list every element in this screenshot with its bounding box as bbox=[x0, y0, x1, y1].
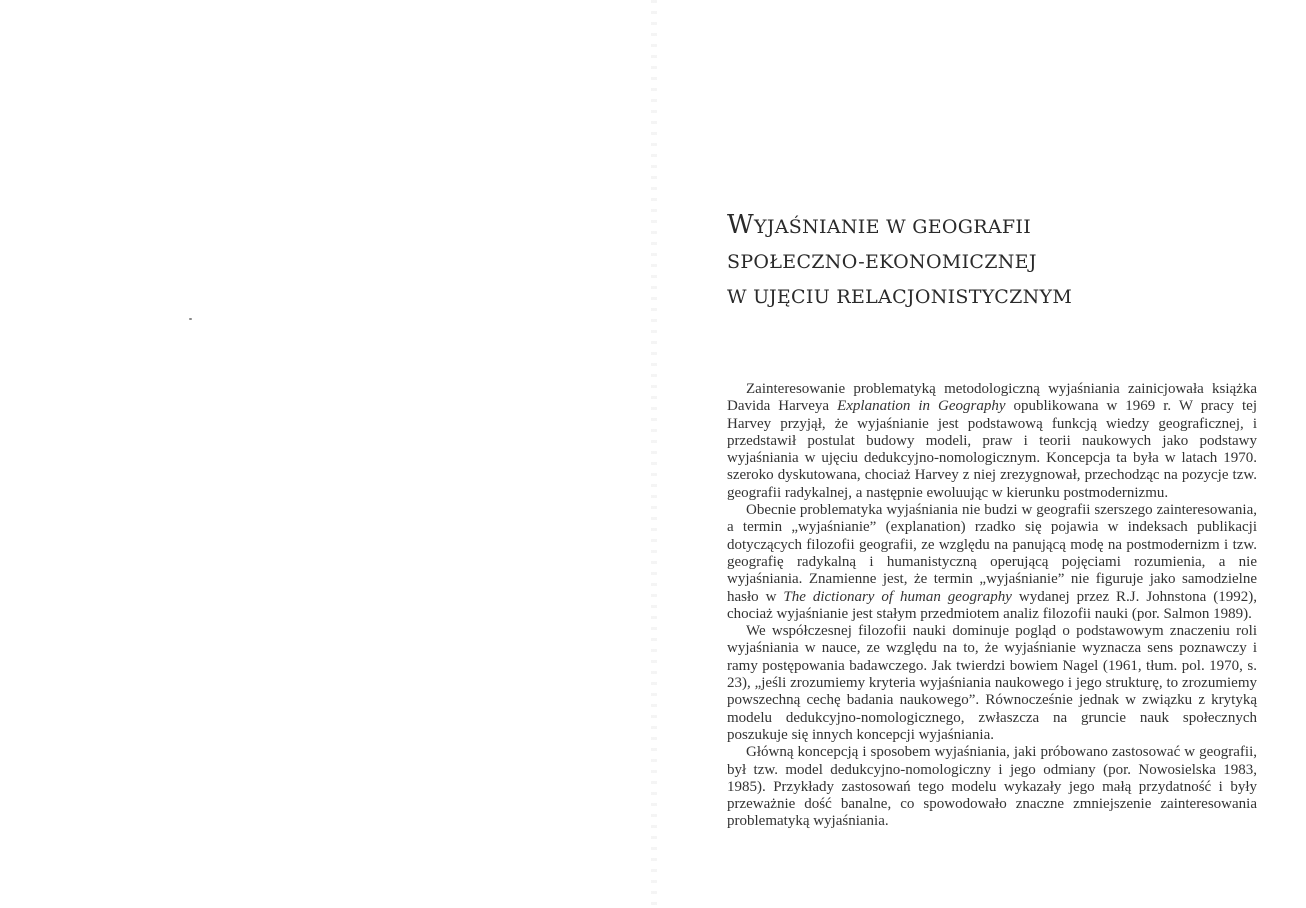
book-title-italic: Explanation in Geography bbox=[837, 398, 1006, 415]
paragraph-3: We współczesnej filozofii nauki dominuje pogląd o podstawowym znaczeniu roli wyjaśniania w nauce, ze względu na to, że wyjaśnianie wyznacza sens poznawczy i ramy postępowania badawczego. Jak twierdzi bowiem Nagel (1961, tłum. pol. 1970, s. 23), „jeśli zrozumiemy kryteria wyjaśniania naukowego i jego strukturę, to zrozumiemy powszechną cechę badania naukowego”. Równocześnie jednak w związku z krytyką modelu dedukcyjno-nomologicznego, zwłaszcza na gruncie nauk społecznych poszukuje się innych koncepcji wyjaśniania. bbox=[727, 623, 1257, 743]
page-gutter bbox=[651, 0, 657, 908]
chapter-title bbox=[727, 208, 1247, 315]
book-title-italic: The dictionary of human geography bbox=[783, 588, 1012, 605]
paragraph-2: Obecnie problematyka wyjaśniania nie budzi w geografii szerszego zainteresowania, a termin „wyjaśnianie” (explanation) rzadko się pojawia w indeksach publikacji dotyczących filozofii geografii, ze względu na panującą modę na postmodernizm i tzw. geografię radykalną i humanistyczną operującą pojęciami rozumienia, a nie wyjaśniania. Znamienne jest, że termin „wyjaśnianie” nie figuruje jako samodzielne hasło w The dictionary of human geography wydanej przez R.J. Johnstona (1992), chociaż wyjaśnianie jest stałym przedmiotem analiz filozofii nauki (por. Salmon 1989). bbox=[727, 502, 1257, 622]
body-text bbox=[727, 381, 1257, 831]
paragraph-1: Zainteresowanie problematyką metodologiczną wyjaśniania zainicjowała książka Davida Harveya Explanation in Geography opublikowana w 1969 r. W pracy tej Harvey przyjął, że wyjaśnianie jest podstawową funkcją wiedzy geograficznej, i przedstawił postulat budowy modeli, praw i teorii naukowych jako podstawy wyjaśniania w ujęciu dedukcyjno-nomologicznym. Koncepcja ta była w latach 1970. szeroko dyskutowana, chociaż Harvey z niej zrezygnował, przechodząc na pozycje tzw. geografii radykalnej, a następnie ewoluując w kierunku postmodernizmu. bbox=[727, 381, 1257, 501]
title-line-1: WYJAŚNIANIE W GEOGRAFII bbox=[727, 210, 1032, 240]
title-line-3: W UJĘCIU RELACJONISTYCZNYM bbox=[727, 286, 1073, 308]
scan-speck bbox=[189, 318, 192, 320]
paragraph-4: Główną koncepcją i sposobem wyjaśniania, jaki próbowano zastosować w geografii, był tzw. model dedukcyjno-nomologiczny i jego odmiany (por. Nowosielska 1983, 1985). Przykłady zastosowań tego modelu wykazały jego małą przydatność i były przeważnie dość banalne, co spowodowało znaczne zmniejszenie zainteresowania problematyką wyjaśniania. bbox=[727, 744, 1257, 830]
title-line-2: SPOŁECZNO-EKONOMICZNEJ bbox=[727, 251, 1037, 273]
